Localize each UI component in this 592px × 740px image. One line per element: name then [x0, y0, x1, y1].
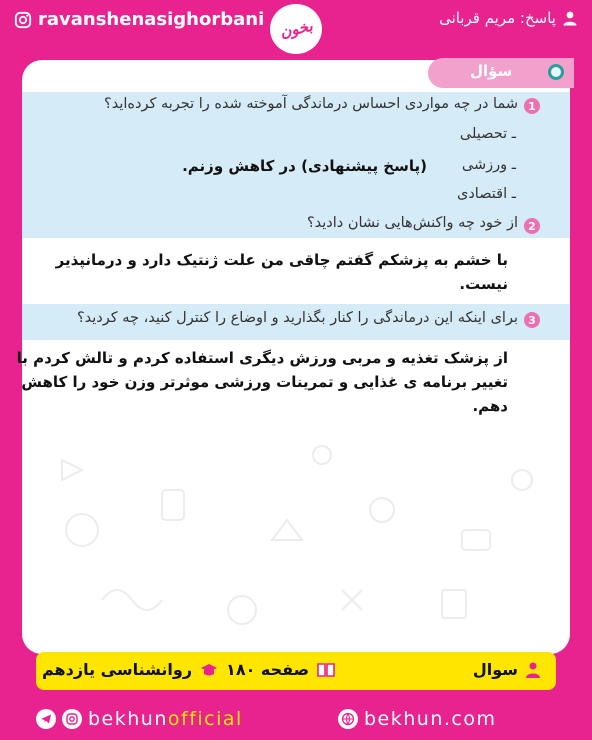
answer-1: (پاسخ پیشنهادی) در کاهش وزنم. — [182, 157, 427, 175]
footer-question-label — [473, 660, 542, 679]
tab-dot-icon — [548, 64, 564, 80]
question-3-number: 3 — [524, 312, 540, 328]
question-2-number: 2 — [524, 218, 540, 234]
website-text: bekhun.com — [364, 708, 497, 730]
instagram-handle[interactable] — [14, 9, 264, 30]
footer-page-info — [42, 660, 335, 679]
option-economic: ـ اقتصادی — [457, 186, 516, 202]
user-icon — [562, 10, 578, 26]
footer-right-text: سوال — [472, 660, 518, 679]
social-handle-suffix: official — [167, 708, 243, 730]
answer-2-line-2: نیست. — [459, 275, 508, 293]
header — [0, 0, 592, 56]
social-handle[interactable] — [88, 708, 243, 730]
logo-text: بخون — [278, 16, 314, 42]
graduation-cap-icon — [200, 661, 218, 679]
instagram-icon — [14, 11, 32, 29]
question-tab-label: سؤال — [470, 62, 513, 80]
site-handle-text: ravanshenasighorbani — [38, 9, 265, 30]
answer-3-line-1: از پزشک تغذیه و مربی ورزش دیگری استفاده کردم و تالش کردم با — [16, 349, 508, 367]
answer-3-line-3: دهم. — [472, 397, 508, 415]
footer-subject-text: روانشناسی یازدهم — [42, 660, 193, 679]
option-sport: ـ ورزشی — [461, 157, 516, 173]
question-3-text: برای اینکه این درماندگی را کنار بگذارید و اوضاع را کنترل کنید، چه کردید؟ — [76, 310, 518, 326]
social-handle-prefix: bekhun — [88, 708, 168, 730]
globe-icon — [338, 709, 358, 729]
responder — [439, 9, 578, 27]
instagram-bottom-icon[interactable] — [62, 709, 82, 729]
answer-2-line-1: با خشم به پزشکم گفتم چاقی من علت ژنتیک دارد و درمانپذیر — [55, 251, 508, 269]
question-2-text: از خود چه واکنش‌هایی نشان دادید؟ — [306, 215, 518, 231]
website-link[interactable] — [338, 708, 497, 730]
social-links[interactable] — [36, 708, 243, 730]
question-1-number: 1 — [524, 98, 540, 114]
brand-logo — [270, 4, 322, 54]
answer-3-line-2: تغییر برنامه ی غذایی و تمرینات ورزشی موثرتر وزن خود را کاهش — [21, 373, 508, 391]
option-academic: ـ تحصیلی — [459, 126, 516, 142]
footer-page-text: صفحه ۱۸۰ — [226, 660, 310, 679]
person-icon — [524, 661, 542, 679]
responder-name: پاسخ: مریم قربانی — [439, 9, 556, 27]
telegram-icon[interactable] — [36, 709, 56, 729]
book-icon — [317, 661, 335, 679]
question-1-text: شما در چه مواردی احساس درماندگی آموخته شده را تجربه کرده‌اید؟ — [104, 96, 518, 112]
